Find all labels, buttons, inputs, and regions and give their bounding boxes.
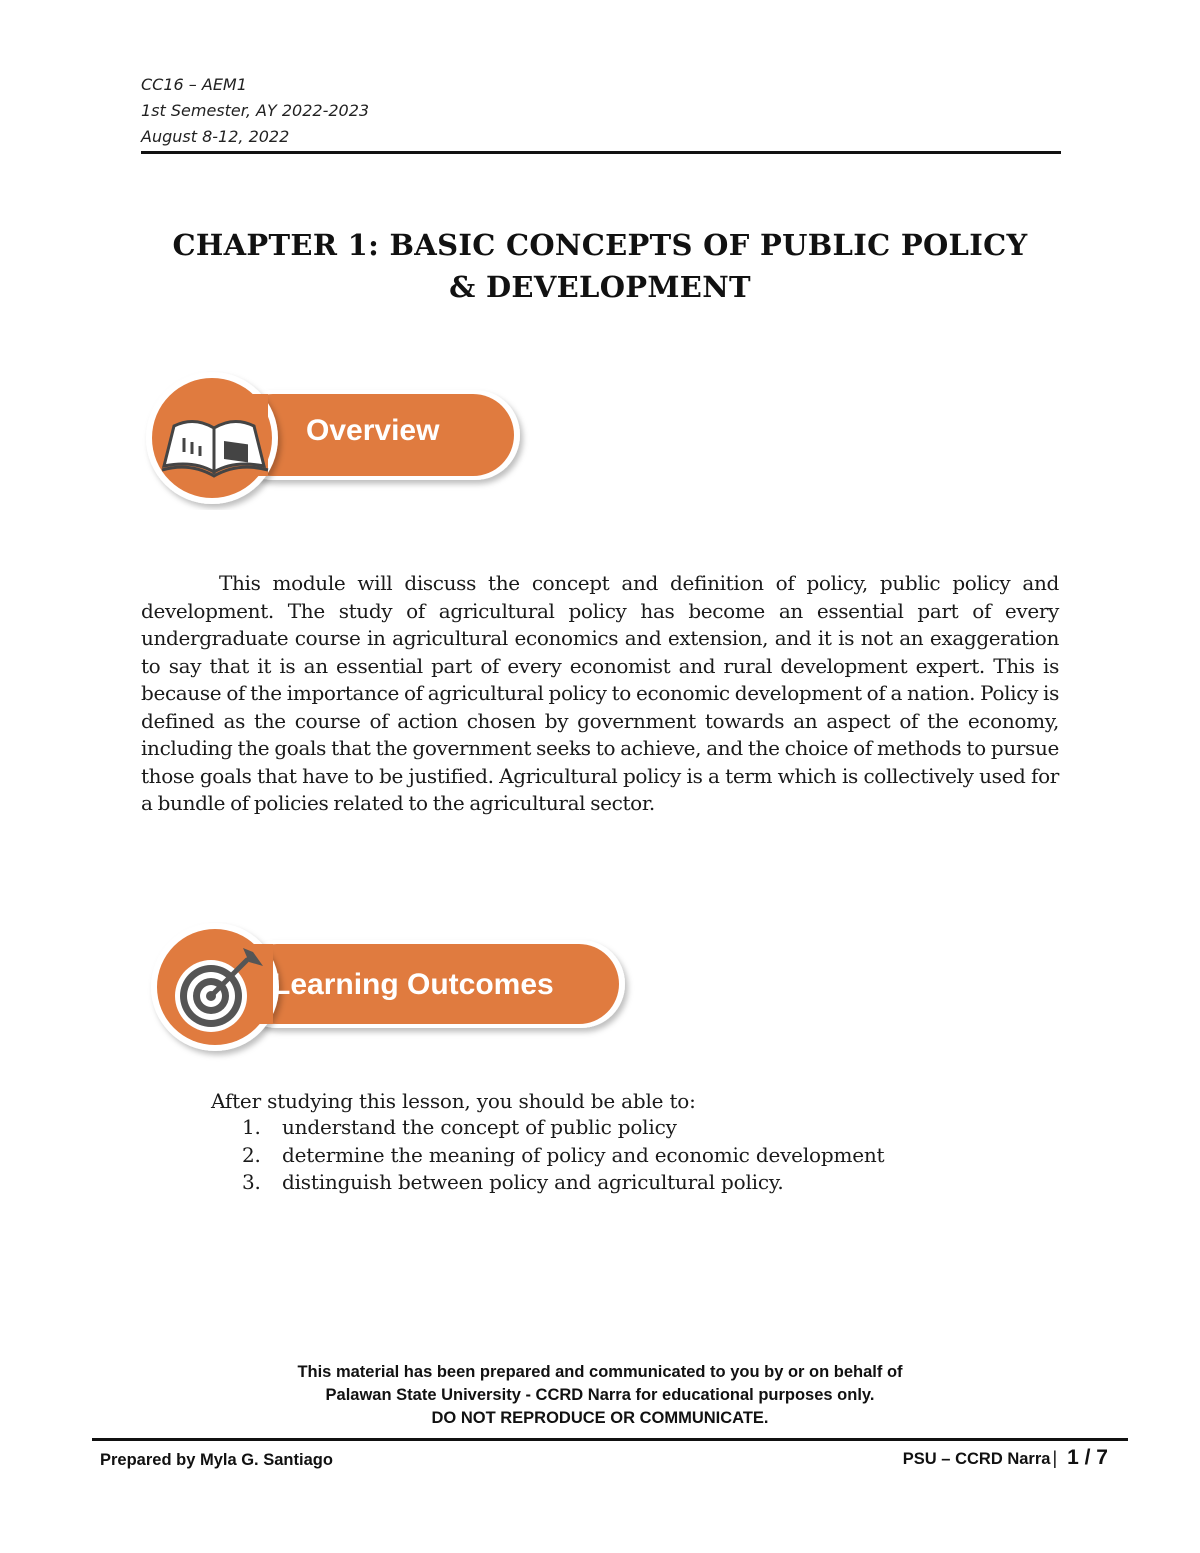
- date-range: August 8-12, 2022: [141, 127, 290, 146]
- chapter-title: [100, 224, 1100, 308]
- header-divider: [141, 151, 1061, 154]
- disclaimer-line-1: This material has been prepared and communicated to you by or on behalf of: [297, 1363, 903, 1381]
- course-code: CC16 – AEM1: [141, 75, 247, 94]
- outcomes-list: [242, 1114, 884, 1197]
- learning-outcomes-banner: [145, 922, 635, 1062]
- list-item-number: 2.: [242, 1142, 261, 1167]
- list-item-number: 1.: [242, 1115, 261, 1139]
- disclaimer-line-3: DO NOT REPRODUCE OR COMMUNICATE.: [431, 1409, 769, 1427]
- overview-banner: [140, 370, 530, 510]
- chapter-title-line-2: & DEVELOPMENT: [449, 270, 751, 304]
- prepared-by: Prepared by Myla G. Santiago: [100, 1451, 333, 1469]
- footer-divider: [92, 1438, 1128, 1441]
- open-book-icon: [160, 408, 270, 478]
- list-item: [242, 1169, 884, 1197]
- overview-paragraph: This module will discuss the concept and definition of policy, public policy and development. The study of agricultural policy has become an essential part of every undergraduate course in agricultural economics and extension, and it is not an exaggeration to say that it is an essential part of every economist and rural development expert. This is because of the importance of agricultural policy to economic development of a nation. Policy is defined as the course of action chosen by government towards an aspect of the economy, including the goals that the government seeks to achieve, and the choice of methods to pursue those goals that have to be justified. Agricultural policy is a term which is collectively used for a bundle of policies related to the agricultural sector.: [141, 571, 1059, 815]
- learning-outcomes-label: Learning Outcomes: [272, 968, 554, 1001]
- document-header: [141, 72, 369, 150]
- outcomes-intro: After studying this lesson, you should be able to:: [211, 1089, 696, 1113]
- footer-page-info: [903, 1446, 1108, 1470]
- footer-org: PSU – CCRD Narra: [902, 1450, 1051, 1468]
- list-item: [242, 1114, 884, 1142]
- list-item-number: 3.: [242, 1170, 261, 1194]
- disclaimer: [100, 1361, 1100, 1430]
- page-number: 1 / 7: [1067, 1446, 1108, 1469]
- disclaimer-line-2: Palawan State University - CCRD Narra for educational purposes only.: [325, 1386, 875, 1404]
- chapter-title-line-1: CHAPTER 1: BASIC CONCEPTS OF PUBLIC POLICY: [172, 228, 1028, 262]
- semester: 1st Semester, AY 2022-2023: [141, 101, 370, 120]
- list-item-text: determine the meaning of policy and economic development: [282, 1142, 885, 1167]
- list-item: [242, 1142, 884, 1170]
- list-item-text: understand the concept of public policy: [282, 1115, 677, 1139]
- overview-label: Overview: [306, 414, 440, 447]
- footer-separator: |: [1052, 1448, 1058, 1468]
- target-icon: [167, 940, 267, 1040]
- list-item-text: distinguish between policy and agricultural policy.: [282, 1170, 784, 1194]
